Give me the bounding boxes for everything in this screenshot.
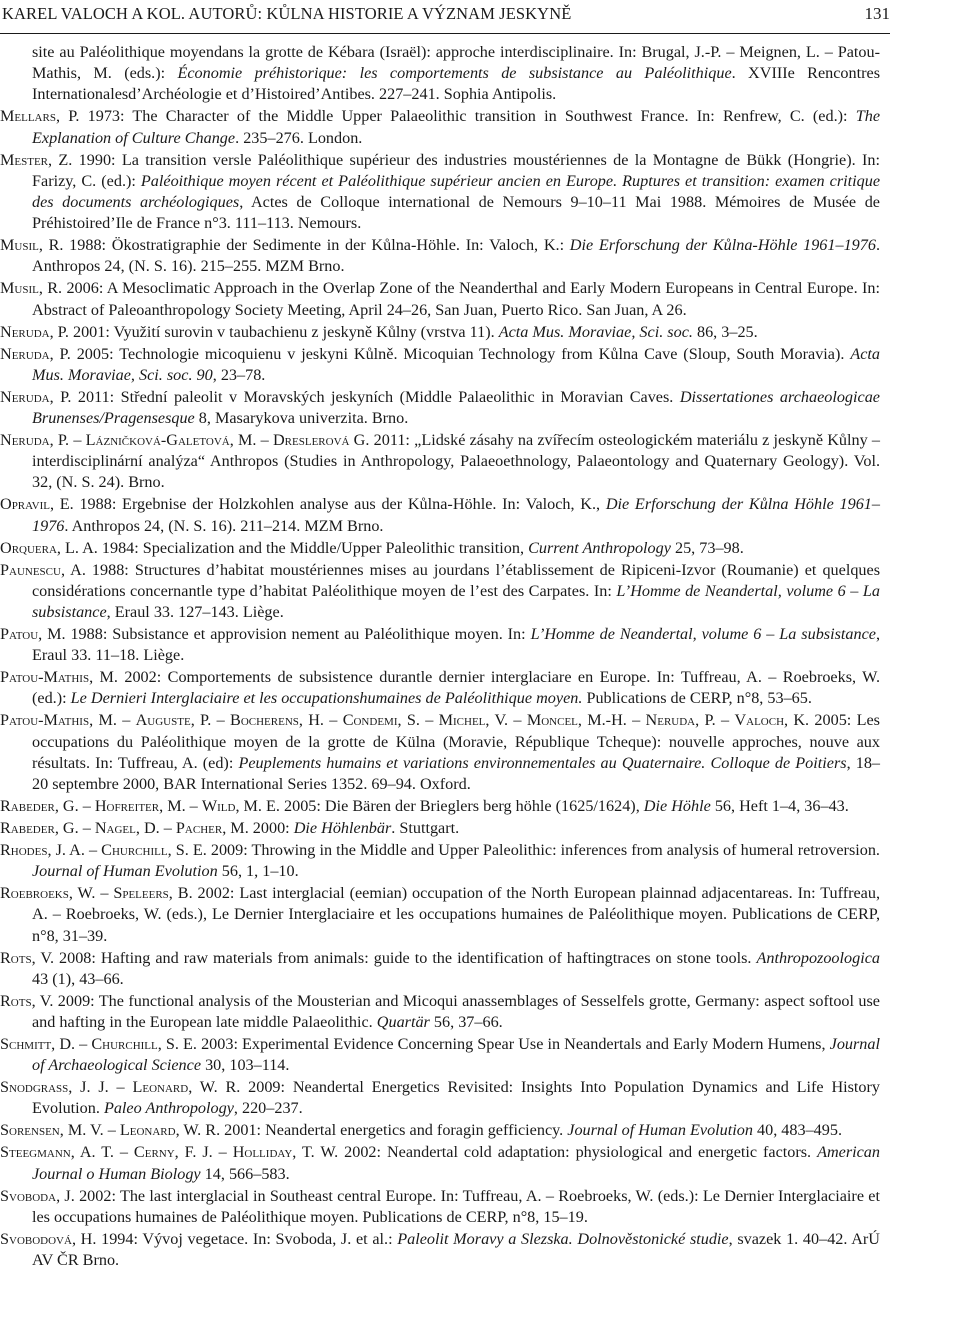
reference-text: , P. –: [190, 711, 231, 730]
publication-title: Acta Mus. Moraviae, Sci. soc.: [498, 322, 693, 341]
author-name: Svoboda: [0, 1186, 57, 1205]
reference-entry: [0, 1142, 880, 1184]
reference-text: , M. E. 2005: Die Bären der Brieglers berg höhle (1625/1624),: [235, 797, 644, 816]
reference-text: , P. –: [49, 431, 86, 450]
reference-entry: [0, 150, 880, 235]
reference-text: , 220–237.: [233, 1099, 303, 1118]
author-name: Roebroeks: [0, 884, 69, 903]
author-name: Musil: [0, 279, 39, 298]
author-name: Condemi: [342, 711, 398, 730]
reference-entry: [0, 818, 880, 839]
reference-text: 8, Masarykova univerzita. Brno.: [194, 409, 409, 428]
author-name: Orquera: [0, 538, 57, 557]
reference-entry: [0, 322, 880, 343]
author-name: Pacher: [175, 819, 223, 838]
reference-text: site au Paléolithique moyendans la grotte de Kébara (Israël): approche interdisciplinaire. In: Brugal, J.-P. – Meignen, L. – Patou-Mathis, M. (eds.):: [32, 43, 880, 83]
reference-text: , D. –: [51, 1035, 92, 1054]
author-name: Rabeder: [0, 819, 55, 838]
publication-title: Journal of Human Evolution: [567, 1121, 753, 1140]
publication-title: Dissertationes archaeologicae Brunenses/Pragensesque: [32, 387, 880, 428]
author-name: Sorensen: [0, 1121, 60, 1140]
reference-text: , Eraul 33. 127–143. Liège.: [106, 603, 284, 622]
publication-title: L’Homme de Neandertal, volume 6 – La subsistance: [530, 625, 876, 644]
publication-title: Paleolit Moravy a Slezska. Dolnověstonické studie: [397, 1229, 729, 1248]
author-name: Nagel: [94, 819, 136, 838]
publication-title: American Journal o Human Biology: [32, 1143, 880, 1183]
reference-text: , J. 2002: The last interglacial in Southeast central Europe. In: Tuffreau, A. – Roebroeks, W. (eds.): Le Dernier Interglaciaire et les occupations humaines de Paléolithique moyen. Publications de CERP, n°8, 15–19.: [32, 1186, 880, 1226]
reference-entry: [0, 106, 880, 148]
reference-entry: [0, 344, 880, 386]
reference-text: , H. –: [298, 711, 343, 730]
publication-title: Current Anthropology: [528, 538, 671, 557]
author-name: Leonard: [132, 1078, 189, 1097]
publication-title: Die Höhlenbär: [293, 819, 392, 838]
page-number: 131: [864, 4, 890, 23]
reference-text: , P. 1973: The Character of the Middle Upper Palaeolithic transition in Southwest France. In: Renfrew, C. (ed.):: [55, 107, 856, 126]
reference-text: , D. –: [135, 819, 176, 838]
author-name: Rots: [0, 991, 32, 1010]
author-name: Rabeder: [0, 797, 55, 816]
author-name: Neruda: [0, 344, 50, 363]
reference-entry: [0, 494, 880, 536]
author-name: Bocherens: [230, 711, 299, 730]
reference-text: , A. T. –: [70, 1143, 134, 1162]
reference-entry: [0, 796, 880, 817]
author-name: Rots: [0, 948, 32, 967]
publication-title: Journal of Human Evolution: [32, 862, 218, 881]
reference-text: , 23–78.: [212, 365, 266, 384]
reference-text: . Stuttgart.: [391, 819, 460, 838]
reference-text: , M. 2000:: [222, 819, 294, 838]
reference-text: 56, Heft 1–4, 36–43.: [710, 797, 849, 816]
author-name: Auguste: [135, 711, 191, 730]
reference-text: . Anthropos 24, (N. S. 16). 215–255. MZM Brno.: [32, 236, 880, 276]
author-name: Mester: [0, 150, 49, 169]
author-name: Valoch: [734, 711, 785, 730]
reference-text: , svazek 1. 40–42. ArÚ AV ČR Brno.: [32, 1229, 880, 1270]
publication-title: Économie préhistorique: les comportements de subsistance au Paléolithique: [177, 64, 732, 83]
reference-text: , J. A. –: [47, 841, 102, 860]
author-name: Neruda: [0, 387, 50, 406]
reference-text: , Actes de Colloque international de Nemours 9–10–11 Mai 1988. Mémoires de Musée de Préhistoired’Ile de France n°3. 111–113. Nemours.: [32, 193, 880, 233]
reference-text: , M. V. –: [59, 1121, 120, 1140]
author-name: Neruda: [0, 431, 50, 450]
author-name: Speleers: [113, 884, 169, 903]
author-name: Rhodes: [0, 841, 48, 860]
reference-text: , Z. 1990: La transition versle Paléolithique supérieur des industries moustériennes de la Montagne de Bükk (Hongrie). In: Farizy, C. (ed.):: [32, 150, 880, 190]
reference-text: , A. 1988: Structures d’habitat moustériennes mises au jourdans l’établissement de Ripiceni-Izvor (Roumanie) et quelques considérations concernantle type d’habitat Paléolithique moyen de l’est des Carpates. In:: [32, 560, 880, 600]
reference-entry: [0, 710, 880, 795]
reference-text: 56, 37–66.: [429, 1013, 503, 1032]
author-name: Mellars: [0, 107, 56, 126]
reference-entry: [0, 1120, 880, 1141]
reference-text: , K. 2005: Les occupations du Paléolithique moyen de la grotte de Külna (Moravie, République Tcheque): nouvelle approches, nouve aux résultats. In: Tuffreau, A. (ed):: [32, 711, 880, 772]
reference-text: , S. –: [397, 711, 439, 730]
reference-entry: [0, 430, 880, 494]
reference-text: , W. R. 2009: Neandertal Energetics Revisited: Insights Into Population Dynamics and Life History Evolution.: [32, 1078, 881, 1118]
running-head: KAREL VALOCH A KOL. AUTORŮ: KŮLNA HISTORIE A VÝZNAM JESKYNĚ: [2, 4, 572, 23]
reference-text: , M.-H. –: [577, 711, 646, 730]
reference-entry: [0, 235, 880, 277]
reference-entry: [0, 840, 880, 882]
author-name: Michel: [438, 711, 486, 730]
reference-text: . 235–276. London.: [235, 128, 363, 147]
author-name: Moncel: [526, 711, 578, 730]
reference-text: , S. E. 2003: Experimental Evidence Concerning Spear Use in Neandertals and Early Modern Humens,: [157, 1035, 830, 1054]
publication-title: Paleo Anthropology: [103, 1099, 234, 1118]
reference-entry: [0, 1186, 880, 1228]
author-name: Svobodová: [0, 1229, 72, 1248]
reference-entry: [0, 387, 880, 429]
author-name: Paunescu: [0, 560, 61, 579]
author-name: Wild: [201, 797, 236, 816]
publication-title: Paléoithique moyen récent et Paléolithique supérieur ancien en Europe. Ruptures et transition: examen critique des documents archéologiques: [32, 171, 880, 212]
publication-title: Acta Mus. Moraviae, Sci. soc. 90: [32, 344, 880, 384]
reference-text: , G. –: [54, 797, 95, 816]
author-name: Schmitt: [0, 1035, 52, 1054]
author-name: Opravil: [0, 495, 50, 514]
reference-text: , Eraul 33. 11–18. Liège.: [32, 625, 880, 665]
reference-text: . Anthropos 24, (N. S. 16). 211–214. MZM Brno.: [64, 516, 384, 535]
header-rule: [0, 33, 890, 34]
reference-text: , M. 1988: Subsistance et approvision nement au Paléolithique moyen. In:: [38, 625, 531, 644]
reference-text: 43 (1), 43–66.: [32, 969, 124, 988]
reference-text: 40, 483–495.: [752, 1121, 842, 1140]
author-name: Steegmann: [0, 1143, 71, 1162]
reference-entry: [0, 1034, 880, 1076]
publication-title: Die Erforschung der Kůlna Höhle 1961–1976: [32, 495, 880, 535]
reference-text: , B. 2002: Last interglacial (eemian) occupation of the North European plainnad adjacentareas. In: Tuffreau, A. – Roebroeks, W. (eds.), Le Dernier Interglaciaire et les occupations humaines de Paléolithique moyen. Publications de CERP, n°8, 31–39.: [32, 884, 881, 945]
reference-entry: [0, 667, 880, 709]
reference-text: , M. –: [89, 711, 136, 730]
reference-text: , P. 2005: Technologie micoquienu v jeskyni Kůlně. Micoquian Technology from Kůlna Cave (Sloup, South Moravia).: [49, 344, 851, 363]
reference-text: , L. A. 1984: Specialization and the Middle/Upper Paleolithic transition,: [56, 538, 529, 557]
reference-entry: [0, 948, 880, 990]
reference-text: 30, 103–114.: [201, 1056, 290, 1075]
author-name: Holliday: [232, 1143, 293, 1162]
reference-text: , M. –: [229, 431, 273, 450]
author-name: Leonard: [119, 1121, 176, 1140]
author-name: Dreslerová: [272, 431, 350, 450]
reference-entry: [0, 1077, 880, 1119]
reference-text: , P. 2011: Střední paleolit v Moravských jeskyních (Middle Palaeolithic in Moravian Caves.: [49, 387, 680, 406]
reference-entry: [0, 624, 880, 666]
author-name: Neruda: [645, 711, 696, 730]
author-name: Churchill: [101, 841, 168, 860]
publication-title: The Explanation of Culture Change: [32, 107, 880, 147]
publication-title: Die Höhle: [643, 797, 711, 816]
reference-text: , F. J. –: [174, 1143, 233, 1162]
publication-title: Le Dernieri Interglaciaire et les occupationshumaines de Paléolithique moyen.: [70, 689, 583, 708]
reference-text: , W. –: [68, 884, 114, 903]
reference-text: 25, 73–98.: [670, 538, 744, 557]
author-name: Neruda: [0, 322, 50, 341]
reference-entry: [0, 538, 880, 559]
publication-title: Die Erforschung der Kůlna-Höhle 1961–1976: [569, 236, 876, 255]
publication-title: Anthropozoologica: [756, 948, 880, 967]
reference-entry-continued: [0, 42, 880, 106]
author-name: Patou: [0, 625, 39, 644]
author-name: Musil: [0, 236, 39, 255]
reference-text: , P. –: [695, 711, 735, 730]
reference-text: , R. 2006: A Mesoclimatic Approach in the Overlap Zone of the Neanderthal and Early Modern Europeans in Central Europe. In: Abstract of Paleoanthropology Society Meeting, April 24–26, San Juan, Puerto Rico. San Juan, A 26.: [32, 279, 880, 319]
reference-text: G. 2011: „Lidské zásahy na zvířecím osteologickém materiálu z jeskyně Kůlny – interdisciplinární analýza“ Anthropos (Studies in Anthropology, Palaeoethnology, Palaeontology and Quaternary Geology). Vol. 32, (N. S. 24). Brno.: [32, 431, 881, 492]
reference-text: 14, 566–583.: [200, 1164, 290, 1183]
reference-entry: [0, 1229, 880, 1271]
author-name: Lázničková-Galetová: [85, 431, 230, 450]
author-name: Cerny: [133, 1143, 175, 1162]
author-name: Hofreiter: [94, 797, 160, 816]
reference-text: Publications de CERP, n°8, 53–65.: [582, 689, 812, 708]
author-name: Churchill: [91, 1035, 158, 1054]
reference-text: 86, 3–25.: [692, 322, 758, 341]
reference-entry: [0, 560, 880, 624]
publication-title: Peuplements humains et variations environnementales au Quaternaire. Colloque de Poitiers: [238, 753, 847, 772]
reference-text: , W. R. 2001: Neandertal energetics and foragin gefficiency.: [175, 1121, 568, 1140]
reference-text: , H. 1994: Vývoj vegetace. In: Svoboda, J. et al.:: [71, 1229, 398, 1248]
reference-entry: [0, 278, 880, 320]
reference-text: . XVIIIe Rencontres Internationalesd’Archéologie et d’Histoired’Antibes. 227–241. Sophia Antipolis.: [32, 64, 880, 104]
publication-title: Quartär: [376, 1013, 430, 1032]
publication-title: L’Homme de Neandertal, volume 6 – La subsistance: [32, 581, 880, 622]
reference-text: , R. 1988: Ökostratigraphie der Sedimente in der Kůlna-Höhle. In: Valoch, K.:: [38, 236, 570, 255]
reference-text: , T. W. 2002: Neandertal cold adaptation: physiological and energetic factors.: [292, 1143, 818, 1162]
reference-text: , M. –: [159, 797, 202, 816]
reference-text: , P. 2001: Využití surovin v taubachienu z jeskyně Kůlny (vrstva 11).: [49, 322, 499, 341]
author-name: Patou-Mathis: [0, 668, 90, 687]
reference-list: [0, 42, 880, 1272]
reference-text: , 18–20 septembre 2000, BAR International Series 1352. 69–94. Oxford.: [32, 753, 881, 794]
reference-text: , J. J. –: [68, 1078, 133, 1097]
reference-entry: [0, 991, 880, 1033]
reference-text: , V. –: [485, 711, 527, 730]
author-name: Snodgrass: [0, 1078, 69, 1097]
reference-text: , V. 2008: Hafting and raw materials from animals: guide to the identification of haftingtraces on stone tools.: [31, 948, 757, 967]
reference-text: , V. 2009: The functional analysis of the Mousterian and Micoqui anassemblages of Sesselfels grotte, Germany: aspect softool use and hafting in the European late middle Palaeolithic.: [31, 991, 880, 1032]
reference-text: , E. 1988: Ergebnise der Holzkohlen analyse aus der Kůlna-Höhle. In: Valoch, K.,: [50, 495, 606, 514]
reference-text: , M. 2002: Comportements de subsistence durantle dernier interglaciare en Europe. In: Tuffreau, A. – Roebroeks, W. (ed.):: [32, 668, 880, 708]
page-header: [0, 0, 960, 34]
reference-text: , G. –: [54, 819, 95, 838]
author-name: Patou-Mathis: [0, 711, 90, 730]
publication-title: Journal of Archaeological Science: [32, 1035, 880, 1075]
reference-entry: [0, 883, 880, 947]
reference-text: 56, 1, 1–10.: [217, 862, 299, 881]
reference-text: , S. E. 2009: Throwing in the Middle and Upper Paleolithic: inferences from analysis of humeral retroversion.: [167, 841, 880, 860]
